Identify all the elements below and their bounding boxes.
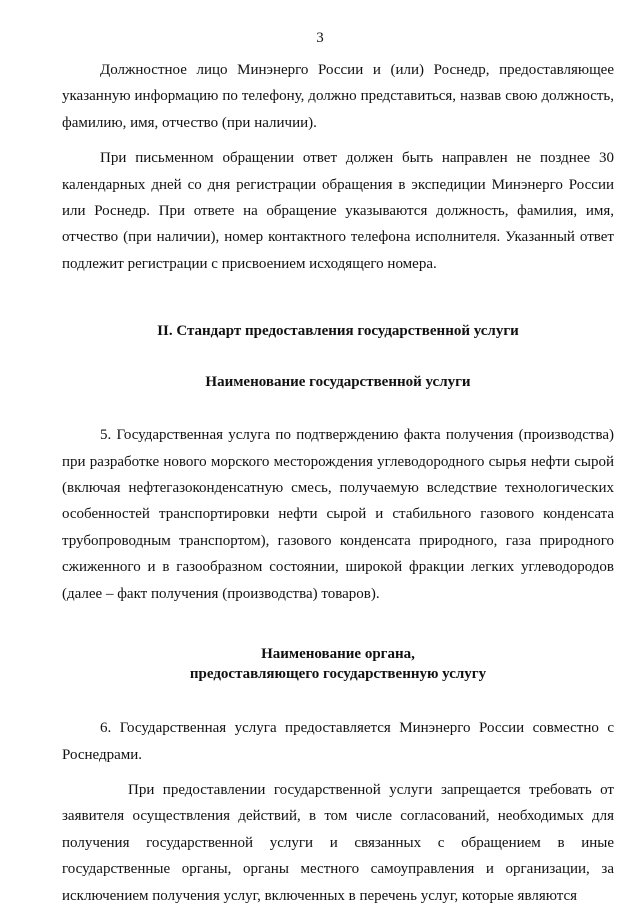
paragraph-written-response: При письменном обращении ответ должен быть направлен не позднее 30 календарных дней со дня регистрации обращения в экспедиции Минэнерго России или Роснедр. При ответе на обращение указываются должность, фамилия, имя, отчество (при наличии), номер контактного телефона исполнителя. Указанный ответ подлежит регистрации с присвоением исходящего номера.: [62, 150, 614, 272]
paragraph-official-phone: Должностное лицо Минэнерго России и (или) Роснедр, предоставляющее указанную информацию по телефону, должно представиться, назвав свою должность, фамилию, имя, отчество (при наличии).: [62, 62, 614, 131]
subheading-organ-line-2: предоставляющего государственную услугу: [189, 666, 487, 683]
document-body: [62, 57, 614, 909]
subheading-service-name: Наименование государственной услуги: [205, 374, 471, 391]
paragraph-item-5: 5. Государственная услуга по подтверждению факта получения (производства) при разработке нового морского месторождения углеводородного сырья нефти сырой (включая нефтегазоконденсатную смесь, получаемую вследствие технологических особенностей транспортировки нефти сырой и стабильного газового конденсата трубопроводным транспортом), газового конденсата природного, газа природного сжиженного и в газообразном состоянии, широкой фракции легких углеводородов (далее – факт получения (производства) товаров).: [62, 427, 614, 602]
subheading-organ-line-1: Наименование органа,: [261, 646, 415, 663]
subheading-organ: [62, 644, 614, 684]
paragraph-item-6: 6. Государственная услуга предоставляется Минэнерго России совместно с Роснедрами.: [62, 720, 614, 763]
page-number: 3: [316, 30, 324, 46]
paragraph-prohibition: При предоставлении государственной услуги запрещается требовать от заявителя осуществления действий, в том числе согласований, необходимых для получения государственной услуги и связанных с обращением в иные государственные органы, органы местного самоуправления и организации, за исключением получения услуг, включенных в перечень услуг, которые являются: [62, 781, 614, 904]
section-heading: II. Стандарт предоставления государственной услуги: [157, 323, 519, 340]
